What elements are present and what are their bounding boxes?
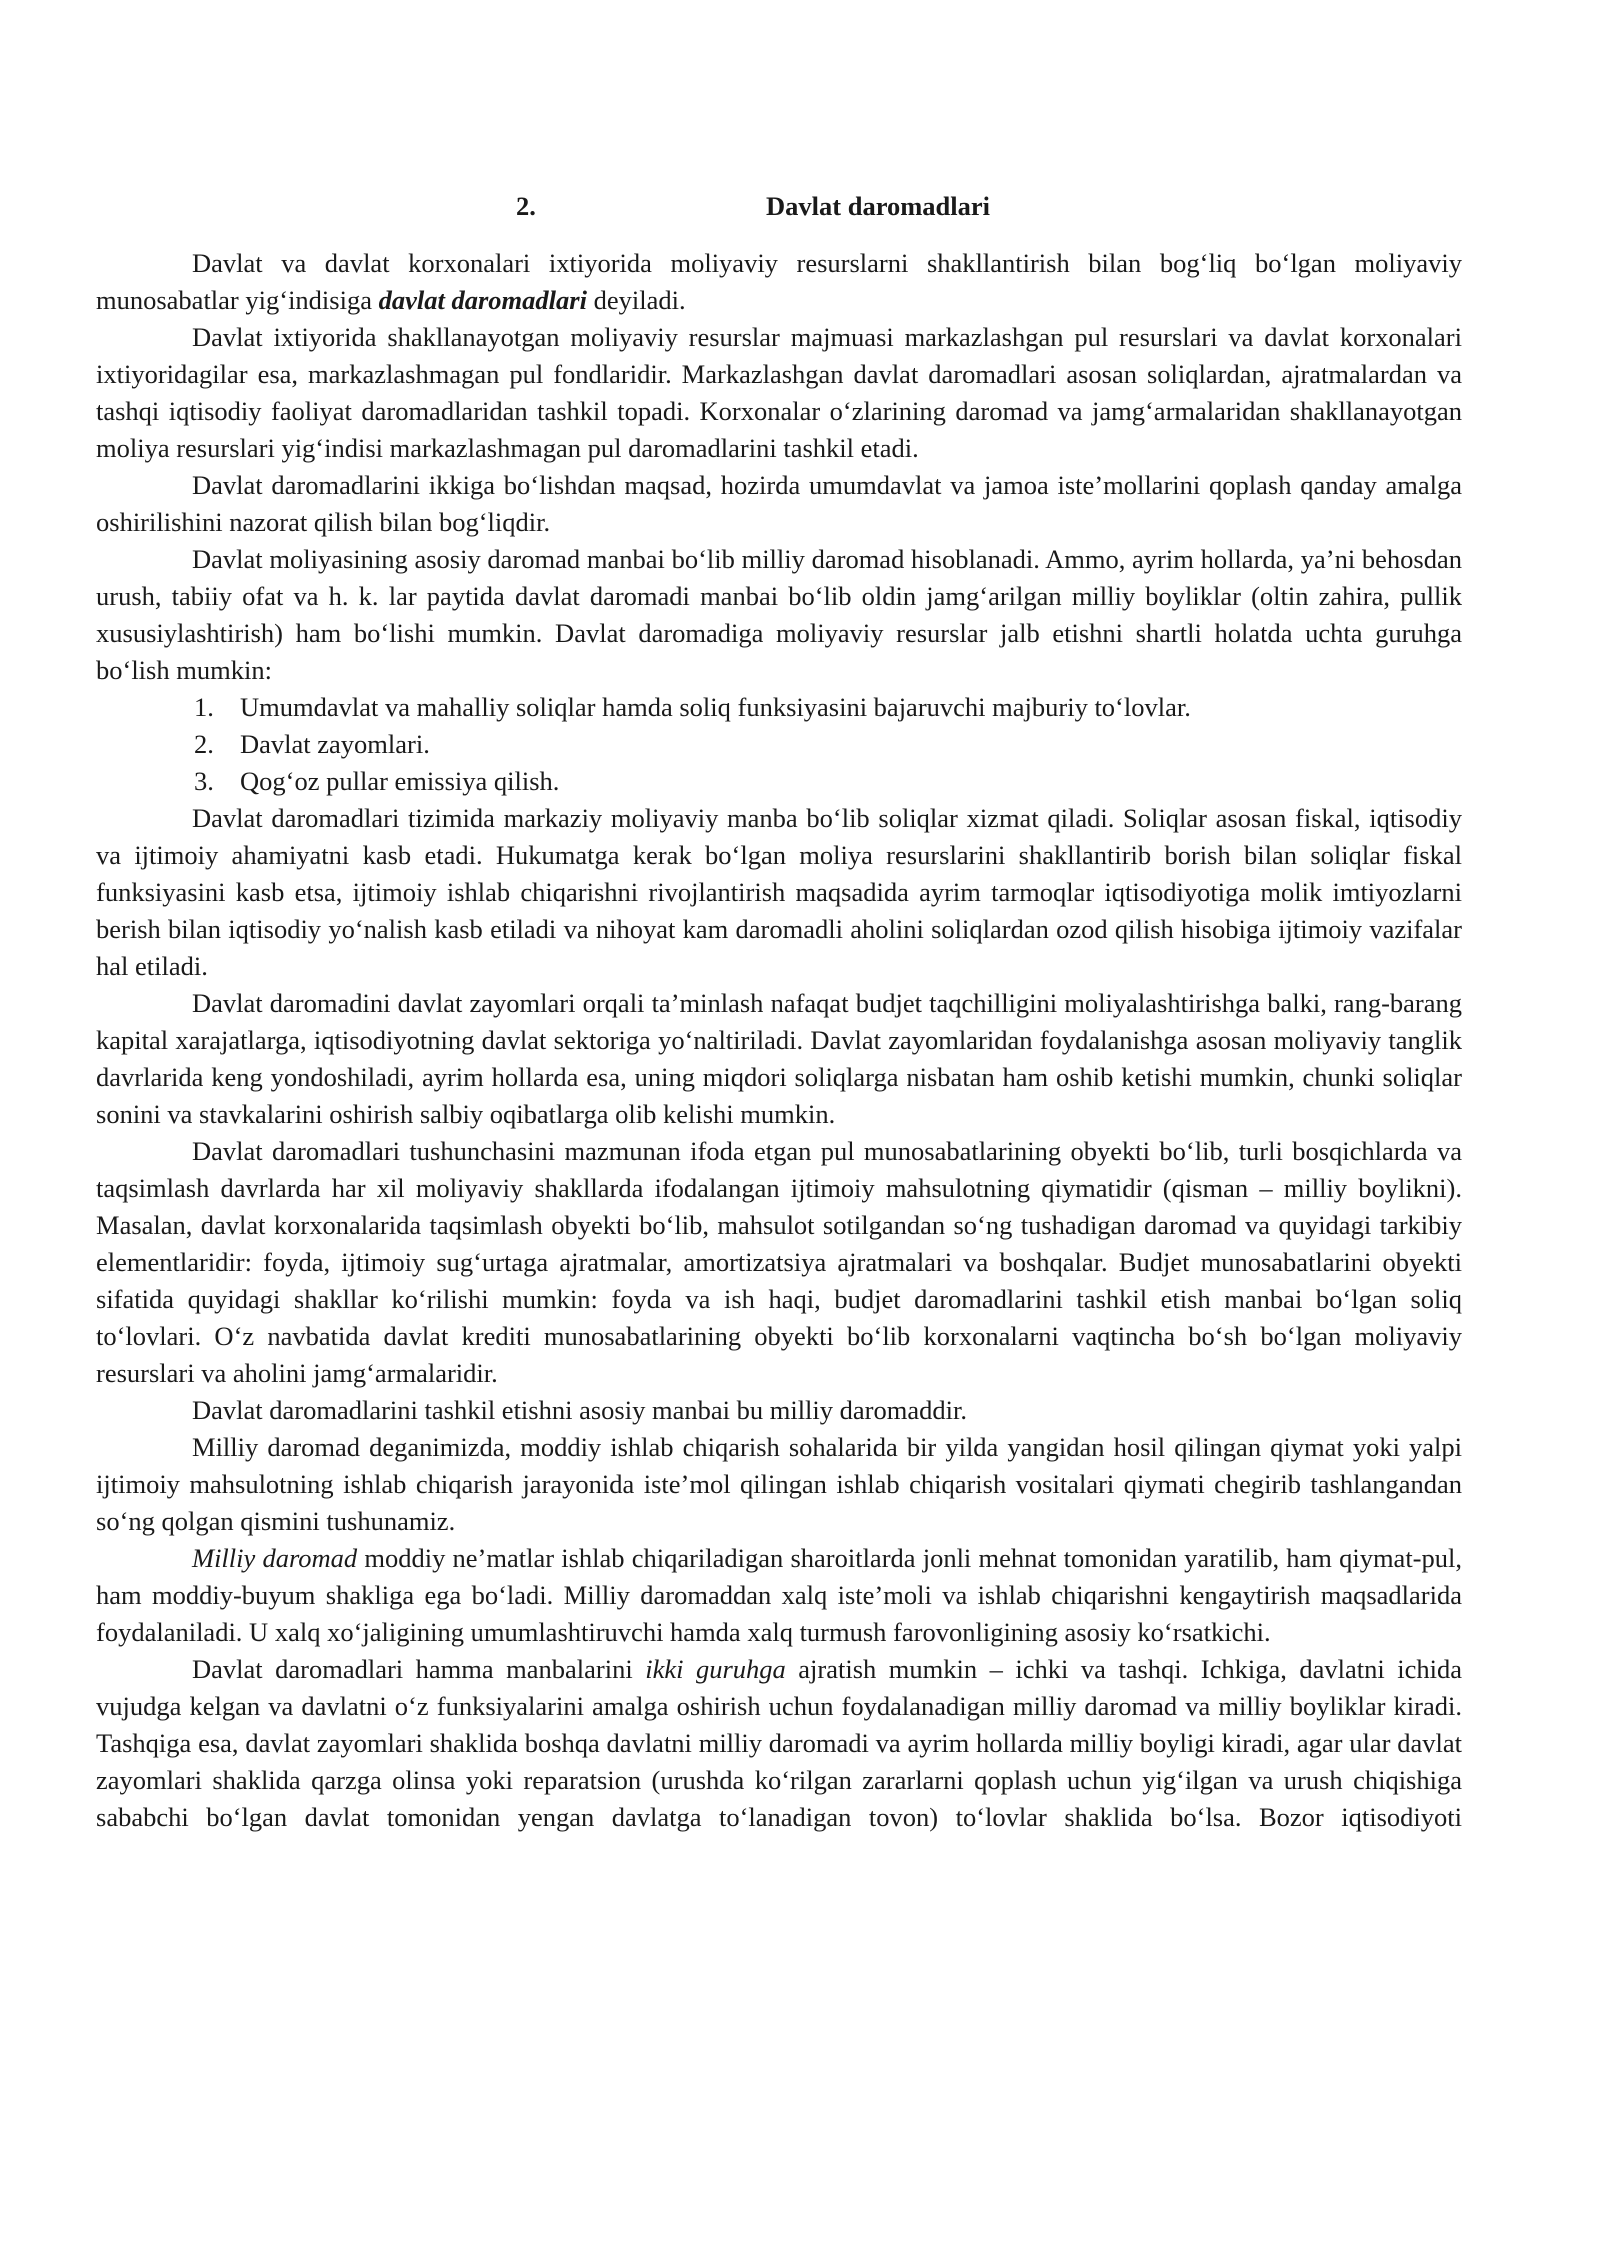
numbered-list: [96, 689, 1462, 800]
paragraph-4: Davlat moliyasining asosiy daromad manbai bo‘lib milliy daromad hisoblanadi. Ammo, ayrim hollarda, ya’ni behosdan urush, tabiiy ofat va h. k. lar paytida davlat daromadi manbai bo‘lib oldin jamg‘arilgan milliy boyliklar (oltin zahira, pullik xususiylashtirish) ham bo‘lishi mumkin. Davlat daromadiga moliyaviy resurslar jalb etishni shartli holatda uchta guruhga bo‘lish mumkin:: [96, 544, 1462, 685]
list-item-text: Umumdavlat va mahalliy soliqlar hamda soliq funksiyasini bajaruvchi majburiy to‘lovlar.: [240, 692, 1191, 722]
paragraph-3: Davlat daromadlarini ikkiga bo‘lishdan maqsad, hozirda umumdavlat va jamoa iste’mollarini qoplash qanday amalga oshirilishini nazorat qilish bilan bog‘liqdir.: [96, 470, 1462, 537]
list-item-text: Qog‘oz pullar emissiya qilish.: [240, 766, 560, 796]
section-number: 2.: [516, 191, 536, 221]
paragraph-5: Davlat daromadlari tizimida markaziy moliyaviy manba bo‘lib soliqlar xizmat qiladi. Soliqlar asosan fiskal, iqtisodiy va ijtimoiy ahamiyatni kasb etadi. Hukumatga kerak bo‘lgan moliya resurslarini shakllantirib borish bilan soliqlar fiskal funksiyasini kasb etsa, ijtimoiy ishlab chiqarishni rivojlantirish maqsadida ayrim tarmoqlar iqtisodiyotiga molik imtiyozlarni berish bilan iqtisodiy yo‘nalish kasb etiladi va nihoyat kam daromadli aholini soliqlardan ozod qilish hisobiga ijtimoiy vazifalar hal etiladi.: [96, 803, 1462, 981]
paragraph-2: Davlat ixtiyorida shakllanayotgan moliyaviy resurslar majmuasi markazlashgan pul resurslari va davlat korxonalari ixtiyoridagilar esa, markazlashmagan pul fondlaridir. Markazlashgan davlat daromadlari asosan soliqlardan, ajratmalardan va tashqi iqtisodiy faoliyat daromadlaridan tashkil topadi. Korxonalar o‘zlarining daromad va jamg‘armalaridan shakllanayotgan moliya resurslari yig‘indisi markazlashmagan pul daromadlarini tashkil etadi.: [96, 322, 1462, 463]
list-item: [96, 689, 1462, 726]
section-title: Davlat daromadlari: [766, 191, 991, 221]
list-item-text: Davlat zayomlari.: [240, 729, 430, 759]
paragraph-11-text-b: ajratish mumkin – ichki va tashqi. Ichkiga, davlatni ichida vujudga kelgan va davlatni o‘z funksiyalarini amalga oshirish uchun foydalanadigan milliy daromad va milliy boyliklar kiradi. Tashqiga esa, davlat zayomlari shaklida boshqa davlatni milliy daromadi va ayrim hollarda milliy boyligi kiradi, agar ular davlat zayomlari shaklida qarzga olinsa yoki reparatsion (urushda ko‘rilgan zararlarni qoplash uchun yig‘ilgan va urush chiqishiga sababchi bo‘lgan davlat tomonidan yengan davlatga to‘lanadigan tovon) to‘lovlar shaklida bo‘lsa. Bozor iqtisodiyoti: [96, 1654, 1462, 1832]
section-heading: [96, 188, 1462, 225]
paragraph-6: Davlat daromadini davlat zayomlari orqali ta’minlash nafaqat budjet taqchilligini moliyalashtirishga balki, rang-barang kapital xarajatlarga, iqtisodiyotning davlat sektoriga yo‘naltiriladi. Davlat zayomlaridan foydalanishga asosan moliyaviy tanglik davrlarida keng yondoshiladi, ayrim hollarda esa, uning miqdori soliqlarga nisbatan ham oshib ketishi mumkin, chunki soliqlar sonini va stavkalarini oshirish salbiy oqibatlarga olib kelishi mumkin.: [96, 988, 1462, 1129]
paragraph-10: [96, 1540, 1462, 1651]
paragraph-7: Davlat daromadlari tushunchasini mazmunan ifoda etgan pul munosabatlarining obyekti bo‘lib, turli bosqichlarda va taqsimlash davrlarda har xil moliyaviy shakllarda ifodalangan ijtimoiy mahsulotning qiymatidir (qisman – milliy boylikni). Masalan, davlat korxonalarida taqsimlash obyekti bo‘lib, mahsulot sotilgandan so‘ng tushadigan daromad va quyidagi tarkibiy elementlaridir: foyda, ijtimoiy sug‘urtaga ajratmalar, amortizatsiya ajratmalari va boshqalar. Budjet munosabatlarini obyekti sifatida quyidagi shakllar ko‘rilishi mumkin: foyda va ish haqi, budjet daromadlarini tashkil etish manbai bo‘lgan soliq to‘lovlari. O‘z navbatida davlat krediti munosabatlarining obyekti bo‘lib korxonalarni vaqtincha bo‘sh bo‘lgan moliyaviy resurslari va aholini jamg‘armalaridir.: [96, 1136, 1462, 1388]
term-milliy-daromad: Milliy daromad: [192, 1543, 358, 1573]
paragraph-9: Milliy daromad deganimizda, moddiy ishlab chiqarish sohalarida bir yilda yangidan hosil qilingan qiymat yoki yalpi ijtimoiy mahsulotning ishlab chiqarish jarayonida iste’mol qilingan ishlab chiqarish vositalari qiymati chegirib tashlangandan so‘ng qolgan qismini tushunamiz.: [96, 1432, 1462, 1536]
list-item: [96, 763, 1462, 800]
list-item-number: 1.: [194, 692, 214, 722]
list-item: [96, 726, 1462, 763]
list-item-number: 3.: [194, 766, 214, 796]
paragraph-8: Davlat daromadlarini tashkil etishni asosiy manbai bu milliy daromaddir.: [192, 1395, 967, 1425]
paragraph-11: [96, 1651, 1462, 1836]
document-page: [96, 188, 1462, 1836]
paragraph-10-text: moddiy ne’matlar ishlab chiqariladigan sharoitlarda jonli mehnat tomonidan yaratilib, ham qiymat-pul, ham moddiy-buyum shakliga ega bo‘ladi. Milliy daromaddan xalq iste’moli va ishlab chiqarishni kengaytirish maqsadlarida foydalaniladi. U xalq xo‘jaligining umumlashtiruvchi hamda xalq turmush farovonligining asosiy ko‘rsatkichi.: [96, 1543, 1462, 1647]
paragraph-1-text-b: deyiladi.: [586, 285, 686, 315]
term-ikki-guruhga: ikki guruhga: [645, 1654, 786, 1684]
term-davlat-daromadlari: davlat daromadlari: [378, 285, 587, 315]
paragraph-11-text-a: Davlat daromadlari hamma manbalarini: [192, 1654, 646, 1684]
paragraph-1-text-a: Davlat va davlat korxonalari ixtiyorida moliyaviy resurslarni shakllantirish bilan bog‘liq bo‘lgan moliyaviy munosabatlar yig‘indisiga: [96, 248, 1462, 315]
list-item-number: 2.: [194, 729, 214, 759]
paragraph-1: [96, 245, 1462, 319]
